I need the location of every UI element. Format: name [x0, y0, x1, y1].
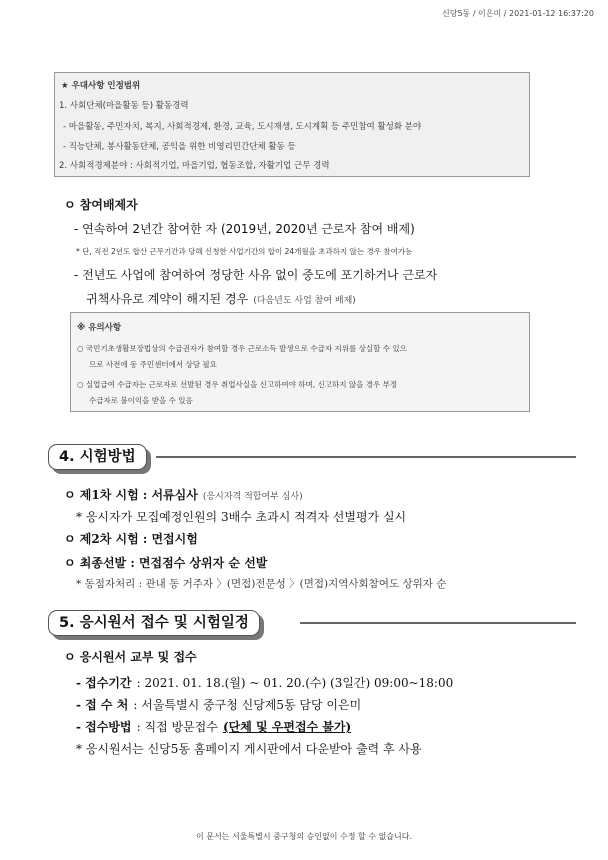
tie-breaking-note: * 동점자처리 : 관내 동 거주자 〉(면접)전문성 〉(면접)지역사회참여도 상위자 순 [76, 578, 447, 590]
section-4-title: 4. 시험방법 [48, 444, 147, 470]
first-exam-note: * 응시자가 모집예정인원의 3배수 초과시 적격자 선별평가 실시 [76, 510, 407, 524]
application-subheading: ㅇ 응시원서 교부 및 접수 [64, 650, 197, 664]
method-value: : 직접 방문접수 [136, 720, 218, 734]
period-value: : 2021. 01. 18.(월) ~ 01. 20.(수) (3일간) 09:00~18:00 [136, 676, 454, 690]
document-stamp: 신당5동 / 이은미 / 2021-01-12 16:37:20 [442, 9, 594, 18]
second-exam: ㅇ 제2차 시험 : 면접시험 [64, 532, 198, 546]
first-exam-label: ㅇ 제1차 시험 : 서류심사 [64, 488, 198, 502]
caution-item-1b: 므로 사전에 동 주민센터에서 상담 필요 [89, 360, 217, 369]
footer-notice: 이 문서는 서울특별시 중구청의 승인없이 수정 할 수 없습니다. [195, 832, 413, 841]
first-exam-paren: (응시자격 적합여부 심사) [202, 492, 303, 502]
preference-line-1: 1. 사회단체(마을활동 등) 활동경력 [59, 101, 189, 111]
preference-line-3: - 직능단체, 봉사활동단체, 공익을 위한 비영리민간단체 활동 등 [63, 142, 296, 152]
preference-box [54, 72, 530, 177]
caution-item-2b: 수급자로 불이익을 받을 수 있음 [89, 396, 193, 405]
caution-box [70, 312, 530, 412]
section-5-title: 5. 응시원서 접수 및 시험일정 [48, 610, 260, 636]
method-label: - 접수방법 [76, 720, 132, 734]
place-value: : 서울특별시 중구청 신당제5동 담당 이은미 [133, 698, 362, 712]
method-restriction: (단체 및 우편접수 불가) [222, 720, 352, 734]
caution-item-1a: ○ 국민기초생활보장법상의 수급권자가 참여할 경우 근로소득 발생으로 수급자 지위를 상실할 수 있으 [77, 344, 407, 353]
preference-line-2: - 마을활동, 주민자치, 복지, 사회적경제, 환경, 교육, 도시재생, 도시계획 등 주민참여 활성화 분야 [63, 122, 422, 132]
exclusion-heading: ㅇ 참여배제자 [64, 198, 138, 212]
preference-box-title: ★ 우대사항 인정범위 [61, 81, 141, 91]
section-4-rule [156, 456, 576, 458]
exclusion-item-1: - 연속하여 2년간 참여한 자 (2019년, 2020년 근로자 참여 배제) [74, 222, 415, 236]
period-label: - 접수기간 [76, 676, 132, 690]
exclusion-note-1: * 단, 직전 2년도 합산 근무기간과 당해 신청한 사업기간의 합이 24개월을 초과하지 않는 경우 참여가능 [76, 247, 413, 256]
preference-line-4: 2. 사회적경제분야 : 사회적기업, 마을기업, 협동조합, 자활기업 근무 경력 [59, 161, 330, 171]
place-label: - 접 수 처 [76, 698, 129, 712]
caution-item-2a: ○ 실업급여 수급자는 근로자로 선발된 경우 취업사실을 신고하여야 하며, 신고하지 않을 경우 부정 [77, 380, 398, 389]
exclusion-item-2c: (다음년도 사업 참여 배제) [253, 296, 356, 306]
exclusion-item-2b: 귀책사유로 계약이 해지된 경우 [86, 292, 249, 306]
section-5-rule [300, 622, 576, 624]
caution-box-title: ※ 유의사항 [77, 323, 122, 333]
final-selection: ㅇ 최종선발 : 면접점수 상위자 순 선발 [64, 556, 268, 570]
exclusion-item-2a: - 전년도 사업에 참여하여 정당한 사유 없이 중도에 포기하거나 근로자 [74, 268, 438, 282]
download-note: * 응시원서는 신당5동 홈페이지 게시판에서 다운받아 출력 후 사용 [76, 742, 422, 756]
